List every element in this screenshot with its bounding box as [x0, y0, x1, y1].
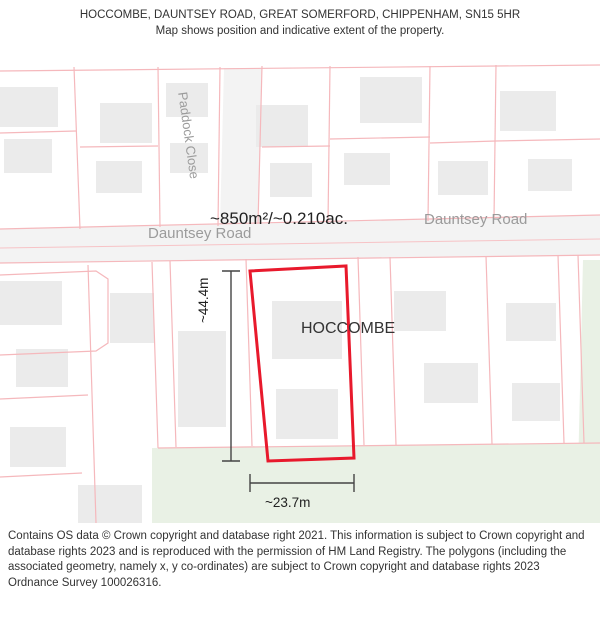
page-subtitle: Map shows position and indicative extent of the property.	[155, 25, 445, 37]
building	[96, 161, 142, 193]
building	[166, 83, 208, 117]
boundary-line	[218, 67, 220, 226]
street-label-paddock-close: Paddock Close	[175, 91, 203, 180]
boundary-line	[0, 395, 88, 399]
building	[528, 159, 572, 191]
boundary-line	[496, 139, 600, 141]
area-measurement-label: ~850m²/~0.210ac.	[210, 209, 348, 228]
building	[78, 485, 142, 523]
boundary-line	[158, 67, 160, 227]
building	[178, 331, 226, 427]
building	[256, 105, 308, 147]
boundary-line	[494, 65, 496, 219]
boundary-line	[88, 265, 96, 523]
map-header	[0, 0, 600, 43]
boundary-line	[170, 261, 176, 447]
building	[4, 139, 52, 173]
building	[276, 389, 338, 439]
page-title: HOCCOMBE, DAUNTSEY ROAD, GREAT SOMERFORD, CHIPPENHAM, SN15 5HR	[79, 9, 521, 21]
copyright-footer	[0, 523, 600, 591]
boundary-line	[0, 131, 76, 133]
boundary-line	[430, 141, 496, 143]
building	[0, 87, 58, 127]
building	[394, 291, 446, 331]
street-label-dauntsey-road-left: Dauntsey Road	[148, 225, 252, 242]
boundary-line	[0, 473, 82, 477]
boundary-line	[74, 67, 80, 229]
property-name-label: HOCCOMBE	[301, 320, 396, 337]
map-canvas[interactable]	[0, 43, 600, 523]
map-vector-layer	[0, 43, 600, 523]
building	[270, 163, 312, 197]
street-label-dauntsey-road-right: Dauntsey Road	[424, 211, 528, 228]
boundary-line	[390, 257, 396, 445]
green-area-bottom	[152, 443, 600, 523]
building	[512, 383, 560, 421]
boundary-line	[80, 146, 158, 147]
boundary-line	[328, 66, 330, 223]
building	[500, 91, 556, 131]
boundary-line	[428, 66, 430, 221]
building	[424, 363, 478, 403]
boundary-line	[486, 256, 492, 444]
building	[170, 143, 208, 173]
building	[100, 103, 152, 143]
road-paddock-close	[220, 68, 262, 225]
building	[110, 293, 154, 343]
boundary-line	[152, 262, 158, 448]
boundary-line	[358, 257, 364, 445]
building	[438, 161, 488, 195]
copyright-text: Contains OS data © Crown copyright and database right 2021. This information is subject to Crown copyright and database rights 2023 and is reproduced with the permission of HM Land Registry. The polygons (including the associated geometry, namely x, y co-ordinates) are subject to Crown copyright and database rights 2023 Ordnance Survey 100026316.	[8, 530, 585, 589]
building	[0, 281, 62, 325]
boundary-line	[330, 137, 430, 139]
building	[344, 153, 390, 185]
building	[506, 303, 556, 341]
height-dimension-label: ~44.4m	[196, 277, 211, 323]
building	[10, 427, 66, 467]
building	[360, 77, 422, 123]
width-dimension-label: ~23.7m	[265, 495, 311, 510]
boundary-line	[0, 65, 600, 71]
building	[16, 349, 68, 387]
